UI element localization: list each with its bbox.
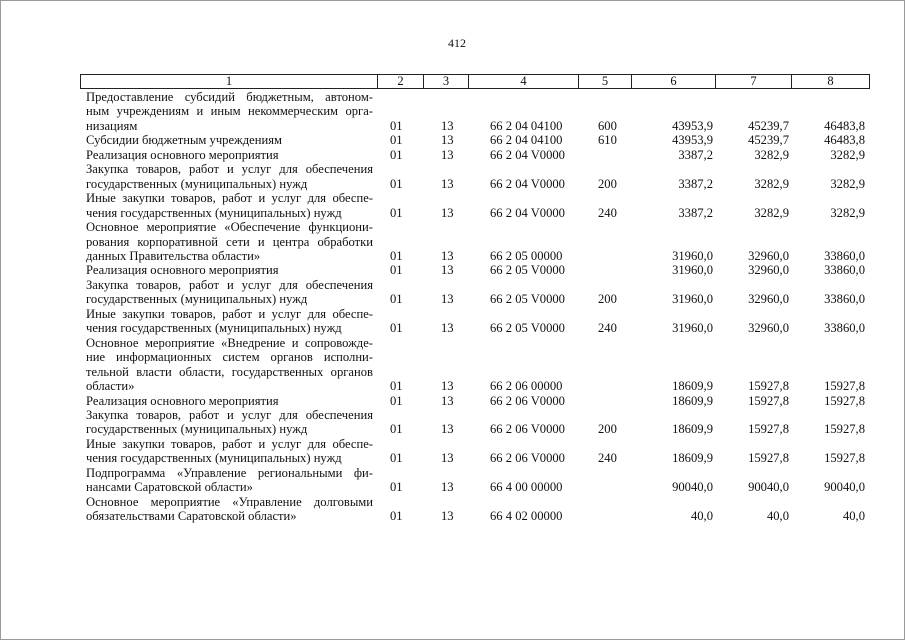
cell-c8: 46483,8 <box>824 118 865 133</box>
row-description <box>86 148 373 162</box>
cell-c4: 66 4 02 00000 <box>490 509 563 524</box>
description-line: Закупка товаров, работ и услуг для обеспечения <box>86 277 373 292</box>
description-line: обязательствами Саратовской области» <box>86 509 297 524</box>
cell-c7: 15927,8 <box>748 451 789 466</box>
description-line: Иные закупки товаров, работ и услуг для обеспе- <box>86 191 373 206</box>
cell-c8: 15927,8 <box>824 379 865 394</box>
cell-c2: 01 <box>390 379 403 394</box>
cell-c5: 200 <box>598 176 617 191</box>
row-description <box>86 220 373 263</box>
cell-c2: 01 <box>390 176 403 191</box>
cell-c7: 15927,8 <box>748 422 789 437</box>
cell-c6: 18609,9 <box>672 393 713 408</box>
description-line: чения государственных (муниципальных) нужд <box>86 205 342 220</box>
cell-c3: 13 <box>441 379 454 394</box>
description-line: чения государственных (муниципальных) нужд <box>86 451 342 466</box>
description-line: данных Правительства области» <box>86 248 261 263</box>
cell-c4: 66 2 06 V0000 <box>490 422 565 437</box>
description-line: чения государственных (муниципальных) нужд <box>86 321 342 336</box>
header-col-1: 1 <box>81 75 378 88</box>
cell-c7: 15927,8 <box>748 393 789 408</box>
cell-c3: 13 <box>441 509 454 524</box>
table-row <box>86 263 868 277</box>
cell-c7: 32960,0 <box>748 321 789 336</box>
description-line: Реализация основного мероприятия <box>86 147 279 162</box>
cell-c2: 01 <box>390 321 403 336</box>
cell-c2: 01 <box>390 147 403 162</box>
cell-c3: 13 <box>441 205 454 220</box>
row-description <box>86 191 373 220</box>
table-row <box>86 148 868 162</box>
cell-c6: 3387,2 <box>678 205 713 220</box>
cell-c2: 01 <box>390 480 403 495</box>
cell-c5: 240 <box>598 321 617 336</box>
row-description <box>86 162 373 191</box>
cell-c3: 13 <box>441 451 454 466</box>
cell-c4: 66 2 04 V0000 <box>490 176 565 191</box>
cell-c7: 3282,9 <box>754 205 789 220</box>
cell-c3: 13 <box>441 263 454 278</box>
cell-c4: 66 2 05 V0000 <box>490 292 565 307</box>
cell-c2: 01 <box>390 205 403 220</box>
cell-c3: 13 <box>441 393 454 408</box>
cell-c4: 66 2 05 V0000 <box>490 263 565 278</box>
row-description <box>86 466 373 495</box>
row-description <box>86 133 373 147</box>
cell-c2: 01 <box>390 133 403 148</box>
cell-c2: 01 <box>390 451 403 466</box>
description-line: нансами Саратовской области» <box>86 480 253 495</box>
cell-c6: 3387,2 <box>678 147 713 162</box>
header-col-8: 8 <box>827 74 834 88</box>
cell-c3: 13 <box>441 248 454 263</box>
table-row <box>86 437 868 466</box>
row-description <box>86 90 373 133</box>
cell-c3: 13 <box>441 133 454 148</box>
table-row <box>86 133 868 147</box>
row-description <box>86 495 373 524</box>
cell-c6: 43953,9 <box>672 118 713 133</box>
cell-c8: 3282,9 <box>830 147 865 162</box>
cell-c3: 13 <box>441 321 454 336</box>
header-col-5: 5 <box>579 75 632 88</box>
cell-c8: 33860,0 <box>824 321 865 336</box>
header-col-2: 2 <box>378 75 424 88</box>
cell-c3: 13 <box>441 118 454 133</box>
row-description <box>86 278 373 307</box>
cell-c3: 13 <box>441 480 454 495</box>
cell-c8: 3282,9 <box>830 205 865 220</box>
cell-c6: 31960,0 <box>672 292 713 307</box>
description-line: рования корпоративной сети и центра обработки <box>86 234 373 249</box>
cell-c2: 01 <box>390 393 403 408</box>
cell-c5: 240 <box>598 205 617 220</box>
cell-c5: 600 <box>598 118 617 133</box>
cell-c6: 40,0 <box>690 509 713 524</box>
cell-c4: 66 2 04 04100 <box>490 133 563 148</box>
description-line: Основное мероприятие «Обеспечение функциони- <box>86 220 373 235</box>
cell-c7: 32960,0 <box>748 292 789 307</box>
table-row <box>86 220 868 263</box>
row-description <box>86 263 373 277</box>
cell-c7: 45239,7 <box>748 133 789 148</box>
cell-c8: 90040,0 <box>824 480 865 495</box>
row-description <box>86 408 373 437</box>
description-line: государственных (муниципальных) нужд <box>86 176 308 191</box>
cell-c7: 32960,0 <box>748 263 789 278</box>
cell-c4: 66 2 06 V0000 <box>490 393 565 408</box>
table-header <box>80 74 870 89</box>
cell-c2: 01 <box>390 118 403 133</box>
description-line: государственных (муниципальных) нужд <box>86 422 308 437</box>
cell-c5: 200 <box>598 422 617 437</box>
cell-c7: 45239,7 <box>748 118 789 133</box>
cell-c4: 66 2 04 V0000 <box>490 205 565 220</box>
table-row <box>86 278 868 307</box>
table-row <box>86 466 868 495</box>
description-line: Реализация основного мероприятия <box>86 263 279 278</box>
page-number: 412 <box>448 36 466 50</box>
cell-c6: 18609,9 <box>672 379 713 394</box>
cell-c2: 01 <box>390 263 403 278</box>
table-body <box>86 90 868 524</box>
cell-c4: 66 2 05 V0000 <box>490 321 565 336</box>
cell-c6: 3387,2 <box>678 176 713 191</box>
cell-c6: 18609,9 <box>672 451 713 466</box>
cell-c8: 3282,9 <box>830 176 865 191</box>
cell-c6: 31960,0 <box>672 321 713 336</box>
description-line: Субсидии бюджетным учреждениям <box>86 133 282 148</box>
cell-c3: 13 <box>441 147 454 162</box>
cell-c5: 200 <box>598 292 617 307</box>
cell-c4: 66 4 00 00000 <box>490 480 563 495</box>
cell-c3: 13 <box>441 292 454 307</box>
cell-c7: 90040,0 <box>748 480 789 495</box>
cell-c8: 15927,8 <box>824 393 865 408</box>
description-line: области» <box>86 379 135 394</box>
cell-c2: 01 <box>390 248 403 263</box>
cell-c6: 90040,0 <box>672 480 713 495</box>
table-row <box>86 495 868 524</box>
description-line: Закупка товаров, работ и услуг для обеспечения <box>86 407 373 422</box>
description-line: Основное мероприятие «Внедрение и сопровожде- <box>86 335 373 350</box>
table-row <box>86 191 868 220</box>
table-row <box>86 394 868 408</box>
cell-c7: 15927,8 <box>748 379 789 394</box>
cell-c3: 13 <box>441 176 454 191</box>
cell-c3: 13 <box>441 422 454 437</box>
table-row <box>86 336 868 394</box>
table-row <box>86 307 868 336</box>
cell-c7: 3282,9 <box>754 176 789 191</box>
table-row <box>86 90 868 133</box>
cell-c5: 610 <box>598 133 617 148</box>
cell-c7: 40,0 <box>766 509 789 524</box>
description-line: низациям <box>86 118 138 133</box>
cell-c5: 240 <box>598 451 617 466</box>
description-line: ние информационных систем органов исполни- <box>86 350 373 365</box>
cell-c2: 01 <box>390 292 403 307</box>
description-line: Закупка товаров, работ и услуг для обеспечения <box>86 162 373 177</box>
cell-c8: 46483,8 <box>824 133 865 148</box>
description-line: ным учреждениям и иным некоммерческим орга- <box>86 104 373 119</box>
description-line: Реализация основного мероприятия <box>86 393 279 408</box>
row-description <box>86 307 373 336</box>
description-line: Предоставление субсидий бюджетным, автоном- <box>86 90 373 104</box>
header-col-3: 3 <box>424 75 469 88</box>
header-col-4: 4 <box>469 75 579 88</box>
description-line: Основное мероприятие «Управление долговыми <box>86 494 373 509</box>
header-col-7: 7 <box>716 75 792 88</box>
cell-c4: 66 2 04 04100 <box>490 118 563 133</box>
row-description <box>86 437 373 466</box>
cell-c2: 01 <box>390 509 403 524</box>
cell-c8: 40,0 <box>842 509 865 524</box>
row-description <box>86 394 373 408</box>
cell-c7: 32960,0 <box>748 248 789 263</box>
cell-c6: 31960,0 <box>672 248 713 263</box>
cell-c6: 43953,9 <box>672 133 713 148</box>
cell-c8: 15927,8 <box>824 422 865 437</box>
header-col-6: 6 <box>632 75 716 88</box>
cell-c4: 66 2 06 00000 <box>490 379 563 394</box>
row-description <box>86 336 373 394</box>
cell-c8: 33860,0 <box>824 248 865 263</box>
cell-c4: 66 2 06 V0000 <box>490 451 565 466</box>
cell-c8: 33860,0 <box>824 263 865 278</box>
cell-c7: 3282,9 <box>754 147 789 162</box>
cell-c8: 15927,8 <box>824 451 865 466</box>
description-line: Подпрограмма «Управление региональными фи- <box>86 465 373 480</box>
cell-c8: 33860,0 <box>824 292 865 307</box>
table-row <box>86 162 868 191</box>
description-line: Иные закупки товаров, работ и услуг для обеспе- <box>86 306 373 321</box>
description-line: Иные закупки товаров, работ и услуг для обеспе- <box>86 436 373 451</box>
table-row <box>86 408 868 437</box>
cell-c4: 66 2 05 00000 <box>490 248 563 263</box>
cell-c4: 66 2 04 V0000 <box>490 147 565 162</box>
description-line: государственных (муниципальных) нужд <box>86 292 308 307</box>
cell-c6: 31960,0 <box>672 263 713 278</box>
cell-c6: 18609,9 <box>672 422 713 437</box>
cell-c2: 01 <box>390 422 403 437</box>
description-line: тельной власти области, государственных органов <box>86 364 373 379</box>
